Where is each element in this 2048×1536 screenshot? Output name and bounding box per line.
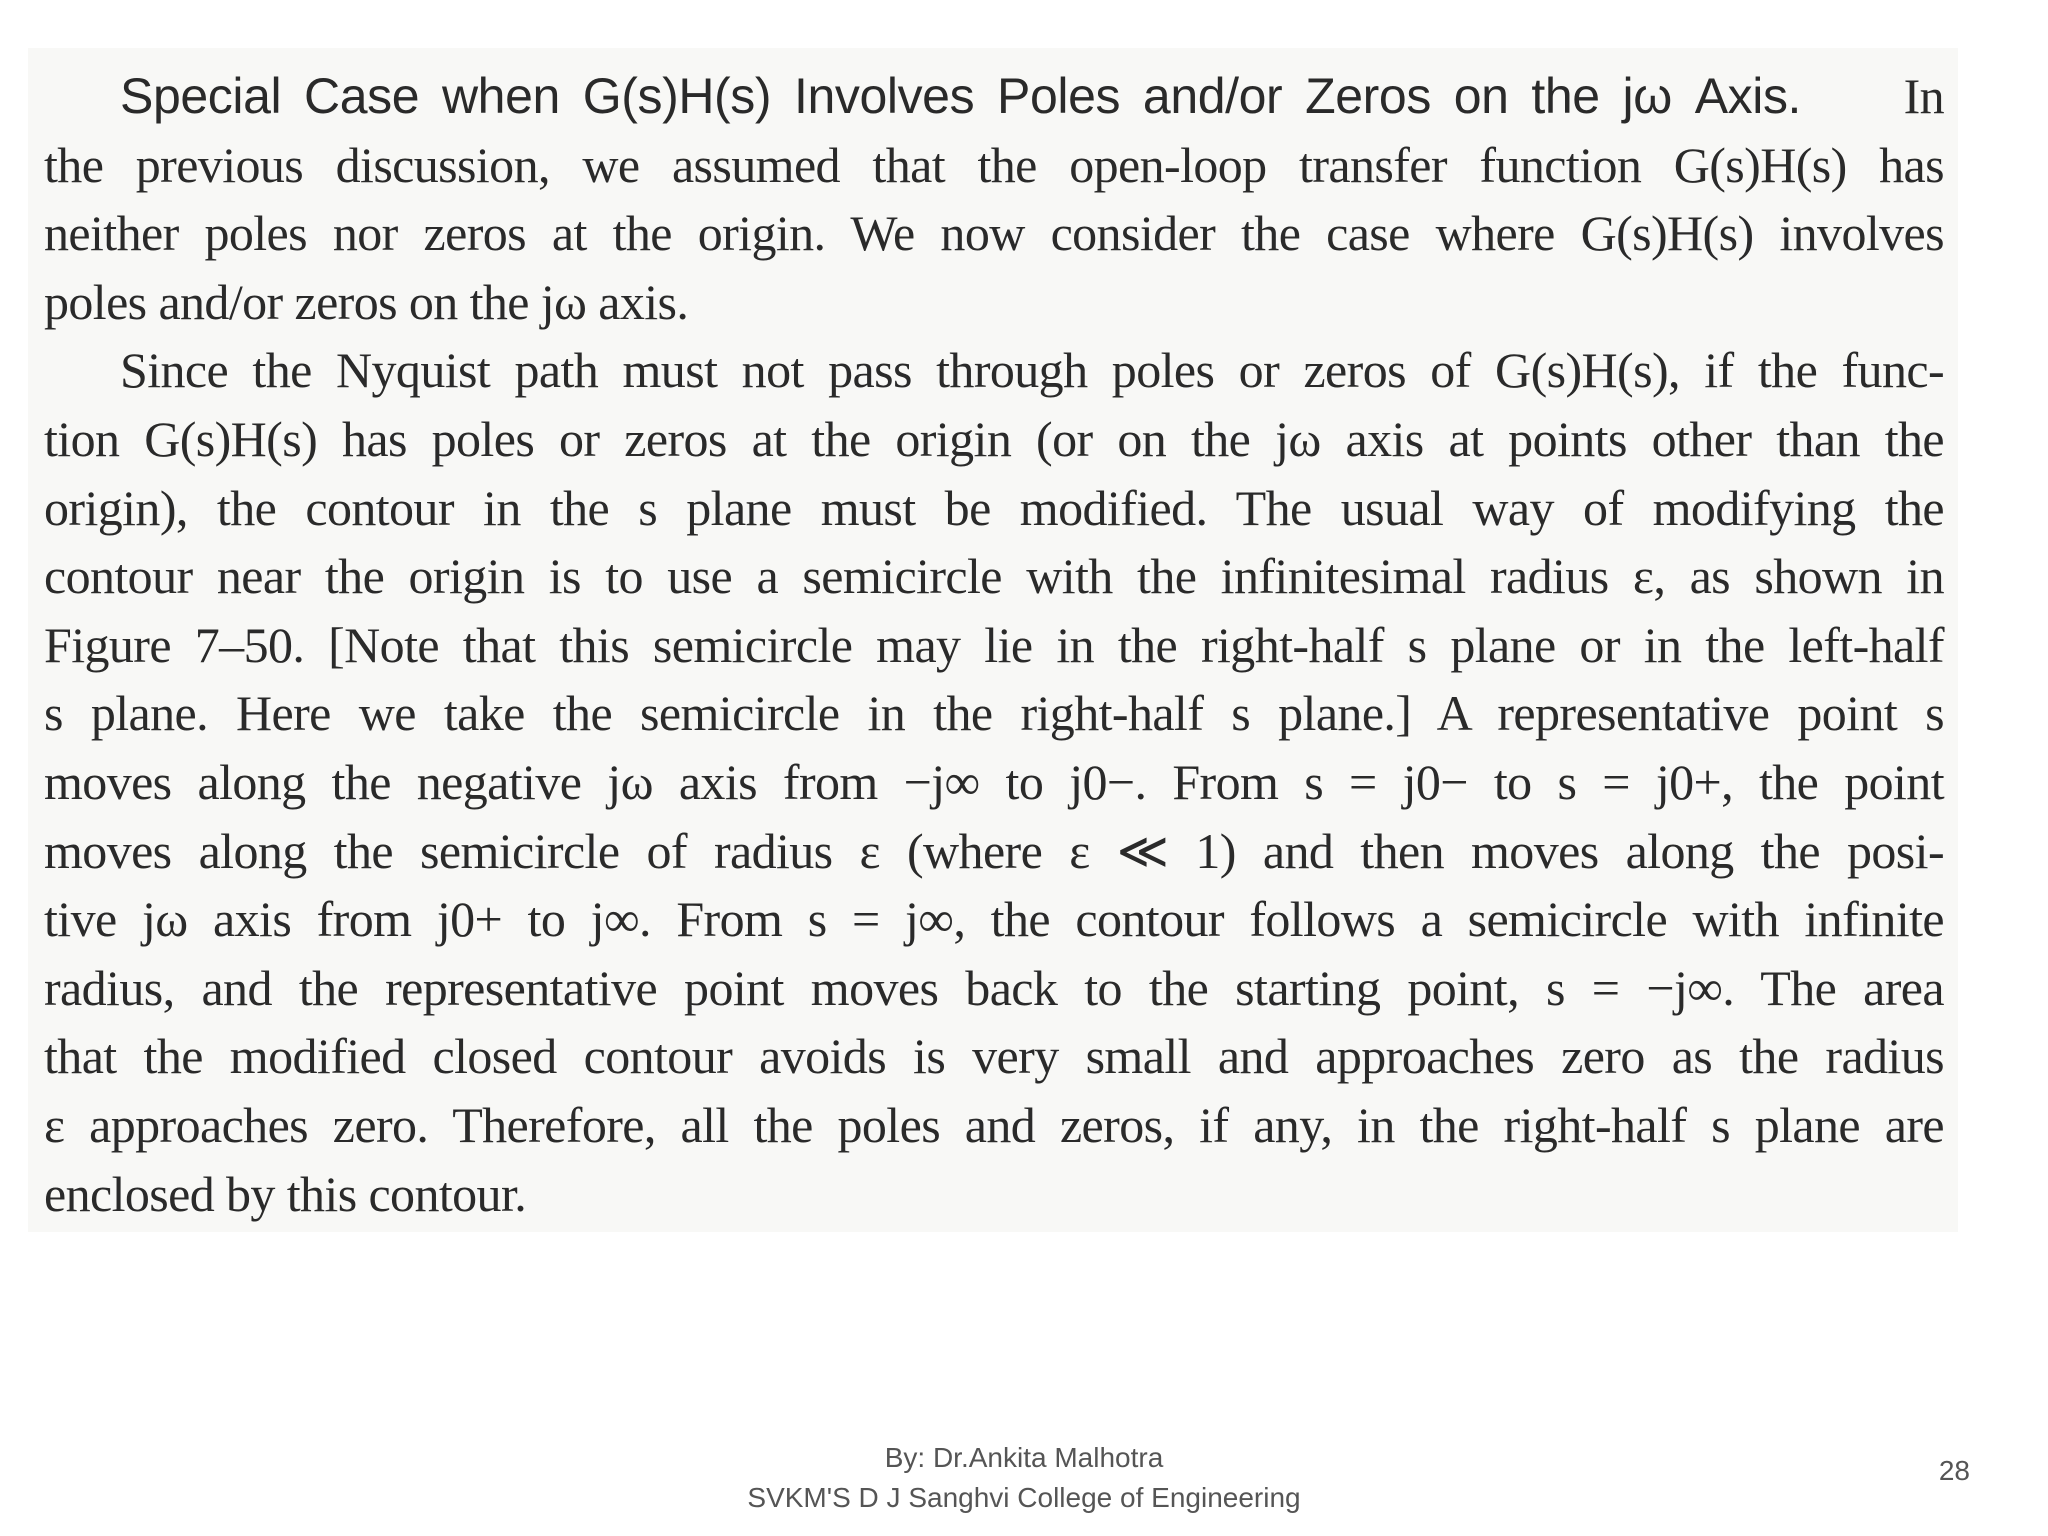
paragraph-2-line: s plane. Here we take the semicircle in the right-half s plane.] A representative point s — [44, 685, 1944, 742]
heading-line — [44, 62, 1944, 131]
paragraph-2-line: tive jω axis from j0+ to j∞. From s = j∞, the contour follows a semicircle with infinite — [44, 891, 1944, 948]
paragraph-2-line: enclosed by this contour. — [44, 1165, 527, 1222]
page-number: 28 — [1938, 1455, 1970, 1486]
heading-lead-word: In — [1903, 68, 1945, 124]
footer-college: SVKM'S D J Sanghvi College of Engineering — [747, 1482, 1301, 1513]
paragraph-2-line: Since the Nyquist path must not pass through poles or zeros of G(s)H(s), if the func- — [120, 342, 1944, 399]
paragraph-2-line: Figure 7–50. [Note that this semicircle may lie in the right-half s plane or in the left-half — [44, 616, 1944, 673]
paragraph-1-line: neither poles nor zeros at the origin. We now consider the case where G(s)H(s) involves — [44, 205, 1944, 262]
paragraph-2-line: origin), the contour in the s plane must be modified. The usual way of modifying the — [44, 479, 1944, 536]
paragraph-2-line: radius, and the representative point moves back to the starting point, s = −j∞. The area — [44, 959, 1944, 1016]
paragraph-2-line: ε approaches zero. Therefore, all the poles and zeros, if any, in the right-half s plane are — [44, 1096, 1944, 1153]
footer-author: By: Dr.Ankita Malhotra — [884, 1442, 1164, 1473]
section-heading: Special Case when G(s)H(s) Involves Poles and/or Zeros on the jω Axis. — [120, 68, 1802, 124]
paragraph-1-line: the previous discussion, we assumed that the open-loop transfer function G(s)H(s) has — [44, 136, 1944, 193]
paragraph-2-line: moves along the semicircle of radius ε (where ε ≪ 1) and then moves along the posi- — [44, 822, 1944, 879]
paragraph-2-line: tion G(s)H(s) has poles or zeros at the origin (or on the jω axis at points other than the — [44, 410, 1944, 467]
paragraph-2-line: contour near the origin is to use a semicircle with the infinitesimal radius ε, as shown in — [44, 548, 1944, 605]
paragraph-1-line: poles and/or zeros on the jω axis. — [44, 273, 689, 330]
body-text — [44, 62, 1944, 1228]
paragraph-2-line: that the modified closed contour avoids is very small and approaches zero as the radius — [44, 1028, 1944, 1085]
paragraph-2-line: moves along the negative jω axis from −j∞ to j0−. From s = j0− to s = j0+, the point — [44, 753, 1944, 810]
